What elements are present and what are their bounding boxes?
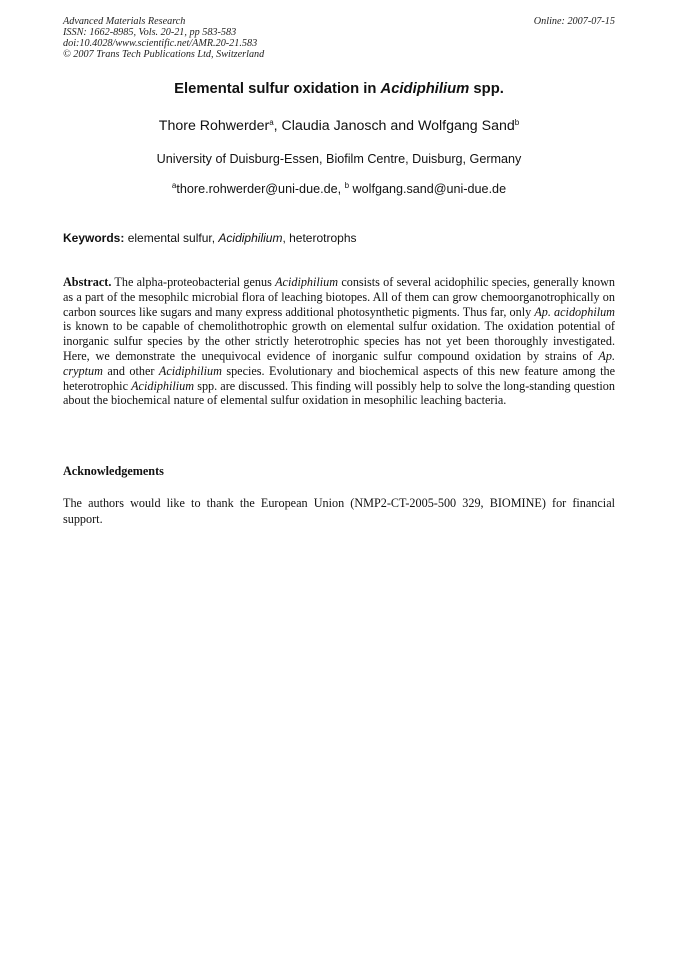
online-date: Online: 2007-07-15 [533, 16, 615, 27]
doi-line: doi:10.4028/www.scientific.net/AMR.20-21.583 [63, 38, 258, 49]
keywords-label: Keywords: [63, 231, 125, 245]
affiliation: University of Duisburg-Essen, Biofilm Centre, Duisburg, Germany [156, 152, 522, 166]
email-b[interactable]: wolfgang.sand@uni-due.de [352, 182, 507, 196]
journal-name: Advanced Materials Research [63, 16, 186, 27]
acknowledgements-heading: Acknowledgements [63, 464, 164, 478]
copyright-line: © 2007 Trans Tech Publications Ltd, Switzerland [63, 49, 265, 60]
author-list: Thore Rohwerder$^a$, Claudia Janosch and Wolfgang Sand$^b$ [158, 118, 520, 134]
keywords: Keywords: elemental sulfur, Acidiphilium, heterotrophs [63, 231, 357, 245]
author-3: Wolfgang Sand [418, 118, 515, 134]
author-emails: $^a$thore.rohwerder@uni-due.de, $^b$ wolfgang.sand@uni-due.de [171, 181, 507, 196]
paper-title: Elemental sulfur oxidation in Acidiphilium spp. [174, 81, 504, 97]
issn-line: ISSN: 1662-8985, Vols. 20-21, pp 583-583 [63, 27, 237, 38]
author-1: Thore Rohwerder [158, 118, 270, 134]
email-a[interactable]: thore.rohwerder@uni-due.de [176, 182, 338, 196]
acknowledgements-text: The authors would like to thank the European Union (NMP2-CT-2005-500 329, BIOMINE) for financial support. [63, 496, 615, 526]
page-header [63, 16, 615, 60]
abstract: Abstract. The alpha-proteobacterial genus Acidiphilium consists of several acidophilic species, generally known as a part of the mesophilc microbial flora of leaching biotopes. All of them can grow chemoorganotrophically on carbon sources like sugars and many express additional photosynthetic pigments. Thus far, only Ap. acidophilum is known to be capable of chemolithotrophic growth on elemental sulfur oxidation. The oxidation potential of inorganic sulfur species by the other strictly heterotrophic species has not yet been thoroughly investigated. Here, we demonstrate the unequivocal evidence of inorganic sulfur compound oxidation by strains of Ap. cryptum and other Acidiphilium species. Evolutionary and biochemical aspects of this new feature among the heterotrophic Acidiphilium spp. are discussed. This finding will possibly help to solve the long-standing question about the biochemical nature of elemental sulfur oxidation in mesophilic leaching bacteria. [63, 275, 615, 408]
abstract-label: Abstract. [63, 275, 112, 289]
title-genus: Acidiphilium [380, 81, 470, 97]
author-2: Claudia Janosch [281, 118, 387, 134]
